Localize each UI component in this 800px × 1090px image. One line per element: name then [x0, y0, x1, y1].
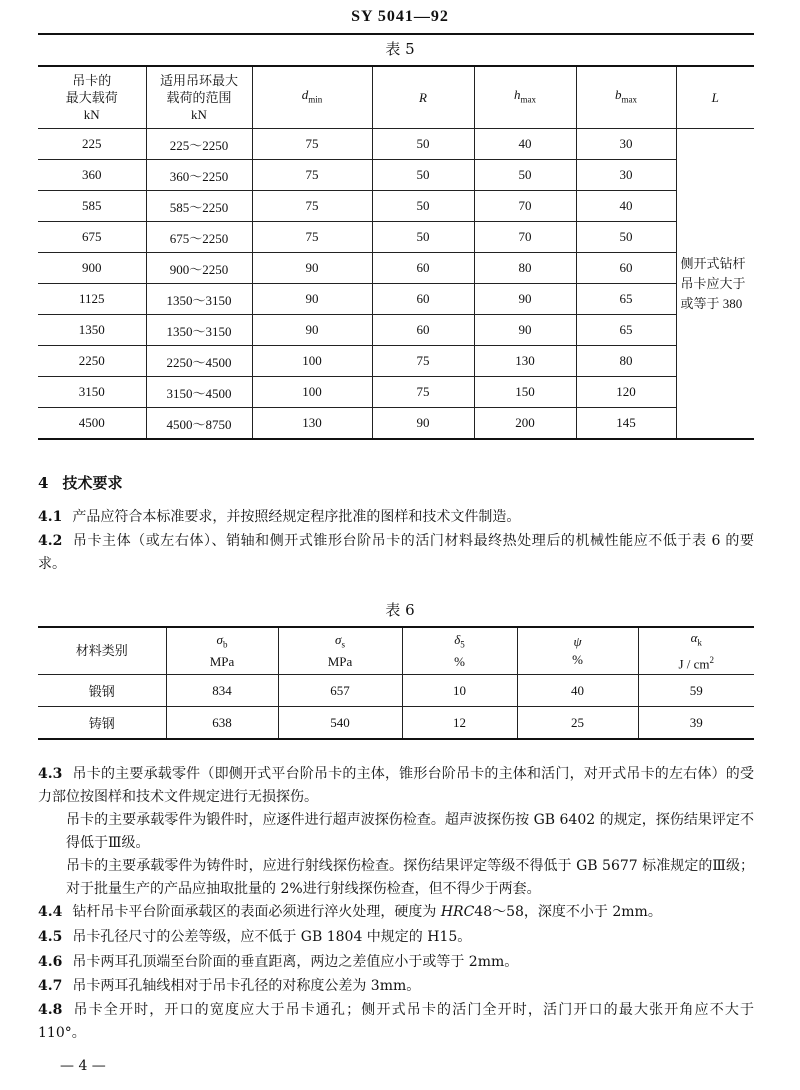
table5-caption: 表 5 — [385, 40, 415, 58]
section4-heading: 4 技术要求 — [38, 474, 123, 492]
table-cell: 540 — [278, 707, 402, 740]
para-4-3-casting: 吊卡的主要承载零件为铸件时，应进行射线探伤检查。探伤结果评定等级不得低于 GB 5677 标准规定的Ⅲ级；对于批量生产的产品应抽取批量的 2%进行射线探伤检查，但不得少于两套。 — [66, 858, 754, 897]
t5-l-note: 侧开式钻杆吊卡应大于或等于 380 — [676, 129, 754, 440]
table-cell: 4500～8750 — [146, 408, 252, 440]
table-cell: 90 — [252, 284, 372, 315]
table-row — [38, 253, 754, 284]
table-cell: 360 — [38, 160, 146, 191]
table-row — [38, 346, 754, 377]
table-cell: 30 — [576, 129, 676, 160]
table-row — [38, 377, 754, 408]
table-cell: 2250 — [38, 346, 146, 377]
table-cell: 145 — [576, 408, 676, 440]
table-cell: 675～2250 — [146, 222, 252, 253]
table-cell: 100 — [252, 377, 372, 408]
table-cell: 59 — [638, 675, 754, 707]
table-row — [38, 315, 754, 346]
table-cell: 50 — [474, 160, 576, 191]
table-cell: 50 — [576, 222, 676, 253]
table-cell: 30 — [576, 160, 676, 191]
table-cell: 60 — [372, 315, 474, 346]
t6-header-alpha-k: $\alpha_k$ J / $cm^2$ — [638, 627, 754, 675]
table-cell: 75 — [252, 129, 372, 160]
table-cell: 75 — [252, 222, 372, 253]
para-4-2: 4.2 吊卡主体（或左右体）、销轴和侧开式锥形台阶吊卡的活门材料最终热处理后的机械性能应不低于表 6 的要求。 — [38, 533, 754, 572]
table-cell: 50 — [372, 129, 474, 160]
table-cell: 40 — [474, 129, 576, 160]
table-cell: 90 — [474, 315, 576, 346]
para-4-3: 4.3 吊卡的主要承载零件（即侧开式平台阶吊卡的主体，锥形台阶吊卡的主体和活门，对开式吊卡的左右体）的受力部位按图样和技术文件规定进行无损探伤。 — [38, 766, 754, 805]
table-cell: 60 — [372, 253, 474, 284]
t5-header-r: R — [372, 66, 474, 129]
table-cell: 10 — [402, 675, 517, 707]
table-cell: 834 — [166, 675, 278, 707]
table6-header-row — [38, 627, 754, 675]
para-4-6: 4.6 吊卡两耳孔顶端至台阶面的垂直距离，两边之差值应小于或等于 2mm。 — [38, 954, 519, 970]
table-cell: 90 — [252, 315, 372, 346]
table-row — [38, 284, 754, 315]
t6-header-psi: ψ % — [517, 627, 638, 675]
t5-header-l: L — [676, 66, 754, 129]
table-cell: 100 — [252, 346, 372, 377]
table-cell: 200 — [474, 408, 576, 440]
table-cell: 锻钢 — [38, 675, 166, 707]
table-cell: 90 — [252, 253, 372, 284]
table-cell: 40 — [576, 191, 676, 222]
t6-header-delta5: $\delta_5$ % — [402, 627, 517, 675]
para-4-8: 4.8 吊卡全开时，开口的宽度应大于吊卡通孔；侧开式吊卡的活门全开时，活门开口的最大张开角应不大于 110°。 — [38, 1002, 754, 1041]
table-row — [38, 675, 754, 707]
table-cell: 65 — [576, 315, 676, 346]
table-cell: 638 — [166, 707, 278, 740]
para-4-4: 4.4 钻杆吊卡平台阶面承载区的表面必须进行淬火处理，硬度为 HRC48～58，深度不小于 2mm。 — [38, 904, 662, 920]
table-row — [38, 191, 754, 222]
table-cell: 80 — [576, 346, 676, 377]
table-cell: 50 — [372, 191, 474, 222]
table-row — [38, 222, 754, 253]
table-cell: 150 — [474, 377, 576, 408]
table-cell: 60 — [372, 284, 474, 315]
table-row — [38, 707, 754, 740]
table-row — [38, 408, 754, 440]
para-4-3-forging: 吊卡的主要承载零件为锻件时，应逐件进行超声波探伤检查。超声波探伤按 GB 6402 的规定，探伤结果评定不得低于Ⅲ级。 — [66, 812, 754, 851]
t5-header-dmin: $d_{min}$ — [252, 66, 372, 129]
page-number: — 4 — — [60, 1058, 106, 1074]
table-cell: 1350～3150 — [146, 315, 252, 346]
t6-header-sigma-b: $\sigma_b$ MPa — [166, 627, 278, 675]
table-cell: 2250～4500 — [146, 346, 252, 377]
table-cell: 585～2250 — [146, 191, 252, 222]
table-cell: 90 — [474, 284, 576, 315]
table-cell: 70 — [474, 191, 576, 222]
table-cell: 12 — [402, 707, 517, 740]
table-cell: 130 — [474, 346, 576, 377]
table-row — [38, 160, 754, 191]
table-cell: 70 — [474, 222, 576, 253]
table-cell: 360～2250 — [146, 160, 252, 191]
table6-caption: 表 6 — [385, 601, 415, 619]
table-cell: 60 — [576, 253, 676, 284]
table5 — [38, 65, 754, 440]
table-cell: 657 — [278, 675, 402, 707]
table5-header-row — [38, 66, 754, 129]
table-cell: 75 — [252, 160, 372, 191]
para-4-5: 4.5 吊卡孔径尺寸的公差等级，应不低于 GB 1804 中规定的 H15。 — [38, 929, 472, 945]
table-cell: 40 — [517, 675, 638, 707]
table-cell: 25 — [517, 707, 638, 740]
table-cell: 1350～3150 — [146, 284, 252, 315]
t5-header-bmax: $b_{max}$ — [576, 66, 676, 129]
table-cell: 585 — [38, 191, 146, 222]
t6-header-material: 材料类别 — [38, 627, 166, 675]
table-cell: 4500 — [38, 408, 146, 440]
table-cell: 225～2250 — [146, 129, 252, 160]
table-cell: 75 — [372, 346, 474, 377]
t5-header-ring-range: 适用吊环最大 载荷的范围 kN — [146, 66, 252, 129]
table-cell: 225 — [38, 129, 146, 160]
table-cell: 铸钢 — [38, 707, 166, 740]
table-cell: 39 — [638, 707, 754, 740]
table-cell: 130 — [252, 408, 372, 440]
para-4-7: 4.7 吊卡两耳孔轴线相对于吊卡孔径的对称度公差为 3mm。 — [38, 978, 421, 994]
table-cell: 80 — [474, 253, 576, 284]
table-cell: 75 — [372, 377, 474, 408]
table-cell: 3150 — [38, 377, 146, 408]
t6-header-sigma-s: $\sigma_s$ MPa — [278, 627, 402, 675]
standard-code: SY 5041—92 — [351, 8, 449, 25]
table-cell: 90 — [372, 408, 474, 440]
table-cell: 900 — [38, 253, 146, 284]
table-cell: 50 — [372, 222, 474, 253]
table-row — [38, 129, 754, 160]
table6 — [38, 626, 754, 740]
table-cell: 1350 — [38, 315, 146, 346]
para-4-1: 4.1 产品应符合本标准要求，并按照经规定程序批准的图样和技术文件制造。 — [38, 509, 521, 525]
header-rule — [38, 33, 754, 35]
table-cell: 120 — [576, 377, 676, 408]
table-cell: 50 — [372, 160, 474, 191]
t5-header-hmax: $h_{max}$ — [474, 66, 576, 129]
table-cell: 75 — [252, 191, 372, 222]
table-cell: 1125 — [38, 284, 146, 315]
table-cell: 900～2250 — [146, 253, 252, 284]
table-cell: 65 — [576, 284, 676, 315]
table-cell: 3150～4500 — [146, 377, 252, 408]
t5-header-max-load: 吊卡的 最大载荷 kN — [38, 66, 146, 129]
table-cell: 675 — [38, 222, 146, 253]
